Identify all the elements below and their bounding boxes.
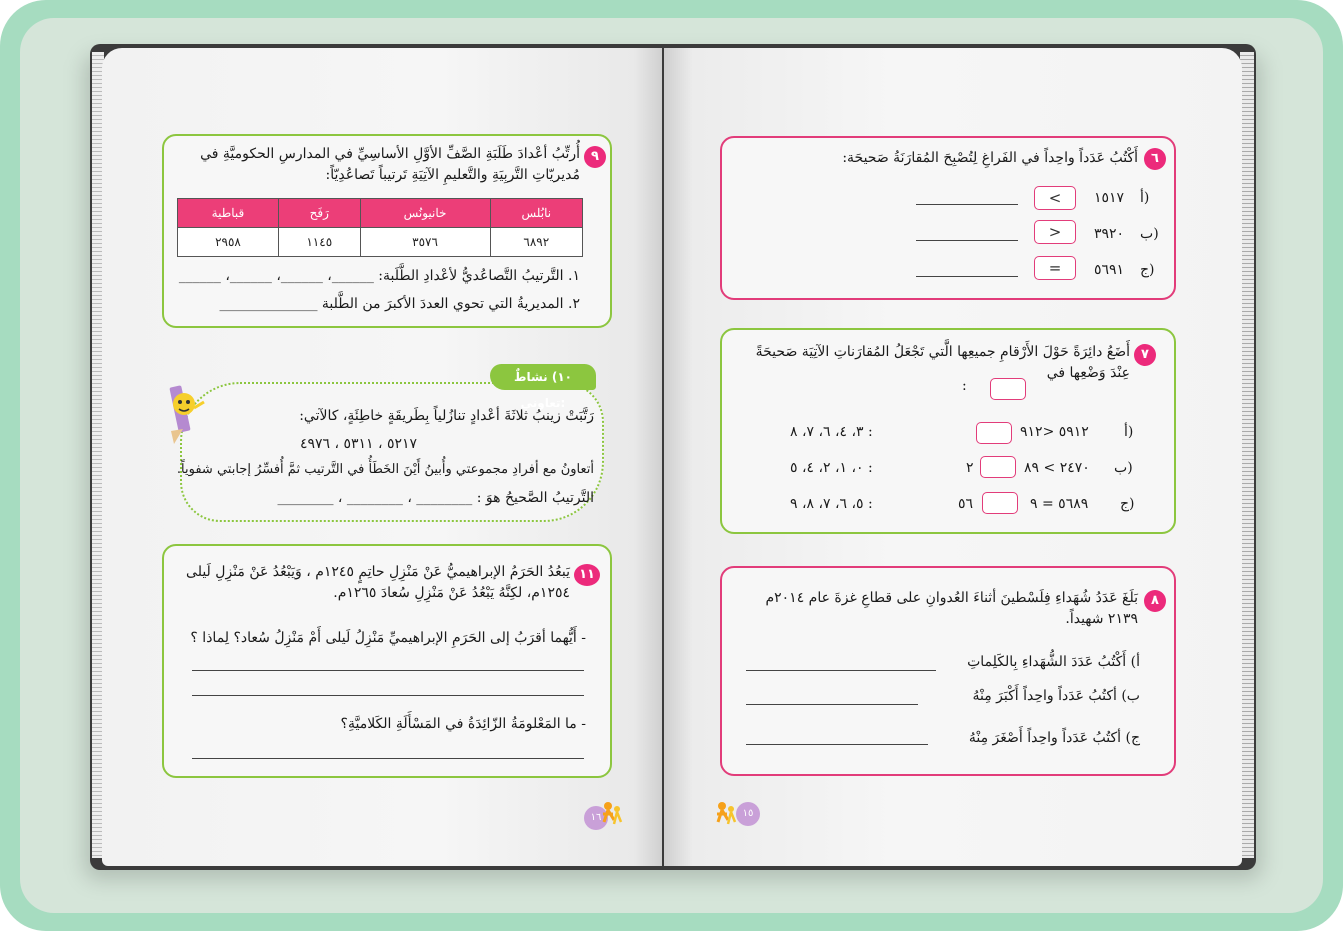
digit-choices[interactable]: ٣، ٤، ٦، ٧، ٨ : <box>790 424 873 440</box>
digit-choices[interactable]: ٠، ١، ٢، ٤، ٥ : <box>790 460 873 476</box>
answer-line[interactable] <box>192 670 584 671</box>
answer-line[interactable] <box>746 704 918 705</box>
question-number-9: ٩ <box>584 146 606 168</box>
placeholder-box <box>990 378 1026 400</box>
pencil-mascot-icon <box>160 382 212 454</box>
running-kids-icon <box>714 800 738 830</box>
question-9-item-1[interactable]: ١. التَّرتيبُ التَّصاعُديُّ لأعْدادِ الطَّلَبة: ______، ______، ______، ______ <box>178 268 580 284</box>
answer-line[interactable] <box>192 758 584 759</box>
activity-10-title: ١٠) نشاطٌ تعاوني: <box>490 364 596 390</box>
row-value: ٥٦٩١ <box>1094 262 1125 278</box>
question-8-c: ج) أكتُبُ عَدَداً واحِداً أَصْغَرَ مِنْهُ <box>968 730 1140 746</box>
table-header-cell: نابُلس <box>490 199 582 228</box>
question-number-8: ٨ <box>1144 590 1166 612</box>
table-value-cell: ٦٨٩٢ <box>490 228 582 257</box>
answer-blank[interactable] <box>916 276 1018 277</box>
digit-box[interactable] <box>980 456 1016 478</box>
activity-10-line-2: أتعاونُ مع أفرادِ مجموعتي وأُبينُ أَيْنَ الخَطَأُ في التَّرتيب ثمَّ أُفسِّرُ إجابتي شفوياً. <box>176 462 594 477</box>
question-number-11: ١١ <box>574 564 600 586</box>
answer-line[interactable] <box>746 744 928 745</box>
question-11-q1: - أَيُّهما أقرَبُ إلى الحَرَمِ الإبراهيميِّ مَنْزِلُ لَيلى أَمْ مَنْزِلُ سُعاد؟ لِماذا ؟ <box>190 630 586 646</box>
question-8-b: ب) أكتُبُ عَدَداً واحِداً أَكْبَرَ مِنْهُ <box>972 688 1140 704</box>
comparison-expression: ٥٦٨٩ = ٩ <box>1030 496 1089 512</box>
comparison-sign: > <box>1034 220 1076 244</box>
row-label: ب) <box>1114 460 1133 476</box>
answer-blank[interactable] <box>916 240 1018 241</box>
row-label: ج) <box>1140 262 1155 278</box>
question-number-6: ٦ <box>1144 148 1166 170</box>
table-value-cell: ٣٥٧٦ <box>360 228 490 257</box>
students-table <box>177 198 583 257</box>
answer-line[interactable] <box>746 670 936 671</box>
question-9-text: أُرتِّبُ أعْدادَ طَلَبَةِ الصَّفِّ الأوَّلِ الأساسِيِّ في المدارسِ الحكوميَّةِ في مُديريّاتِ التَّربِيَةِ والتَّعليمِ الآتِيَةِ تَرتيباً تَصاعُدِيّاً: <box>200 146 580 183</box>
question-11-q2: - ما المَعْلومَةُ الزّائِدَةُ في المَسْأَلَةِ الكَلاميَّةِ؟ <box>340 716 586 732</box>
table-header-cell: رَفَح <box>278 199 360 228</box>
digit-box[interactable] <box>976 422 1012 444</box>
table-value-cell: ٢٩٥٨ <box>178 228 279 257</box>
page-number-right: ١٥ <box>736 802 760 826</box>
comparison-sign: < <box>1034 186 1076 210</box>
activity-10-line-1: رَتَّبَتْ زينبُ ثلاثَةَ أعْدادٍ تنازُلياً بِطَريقَةٍ خاطِئَةٍ، كالآتي: <box>299 408 594 424</box>
right-page-edges <box>1240 52 1254 858</box>
row-value: ١٥١٧ <box>1094 190 1125 206</box>
comparison-expression: ٥٩١٢ <٩١٢ <box>1020 424 1089 440</box>
row-label: أ) <box>1140 190 1150 206</box>
table-header-cell: خانيونُس <box>360 199 490 228</box>
row-label: ب) <box>1140 226 1159 242</box>
running-kids-icon <box>600 800 624 830</box>
answer-line[interactable] <box>192 695 584 696</box>
question-7-colon: : <box>962 378 967 394</box>
row-label: أ) <box>1124 424 1134 440</box>
question-8-text: بَلَغَ عَدَدُ شُهَداءِ فِلَسْطينَ أثناءَ العُدوانِ على قطاعِ غزةَ عام ٢٠١٤م ٢١٣٩ شهيداً. <box>765 590 1138 627</box>
question-11-text: يَبعُدُ الحَرَمُ الإبراهيميُّ عَنْ مَنْزِلِ حاتِمٍ ١٢٤٥م ، وَيَبْعُدُ عَنْ مَنْزِلِ لَيلى ١٢٥٤م، لكِنَّهُ يَبْعُدُ عَنْ مَنْزِلِ سُعادَ ١٢٦٥م. <box>186 564 570 601</box>
comparison-left: ٢ <box>966 460 974 476</box>
question-7-text: أَضَعُ دائِرَةً حَوْلَ الأَرْقامِ جميعِها الَّتي تَجْعَلُ المُقارَناتِ الآتِيَة صَحيحَةً عِنْدَ وَضْعِها في <box>755 344 1130 381</box>
row-label: ج) <box>1120 496 1135 512</box>
question-6-text: أَكْتُبُ عَدَداً واحِداً في الفَراغِ لِتُصْبِحَ المُقارَنَةُ صَحيحَة: <box>842 150 1138 166</box>
question-number-7: ٧ <box>1134 344 1156 366</box>
question-8-a: أ) أَكْتُبُ عَدَدَ الشُّهَداءِ بِالكَلِماتِ <box>967 654 1140 670</box>
activity-10-numbers: ٥٢١٧ ، ٥٣١١ ، ٤٩٧٦ <box>300 436 418 452</box>
comparison-sign: = <box>1034 256 1076 280</box>
page-number-left: ١٦ <box>584 806 608 830</box>
comparison-left: ٥٦ <box>958 496 974 512</box>
table-value-cell: ١١٤٥ <box>278 228 360 257</box>
digit-box[interactable] <box>982 492 1018 514</box>
digit-choices[interactable]: ٥، ٦، ٧، ٨، ٩ : <box>790 496 873 512</box>
comparison-expression: ٢٤٧٠ > ٨٩ <box>1024 460 1090 476</box>
question-9-item-2[interactable]: ٢. المديريةُ التي تحوي العددَ الأكبرَ من الطَّلبة ______________ <box>219 296 580 312</box>
activity-10-line-3[interactable]: التَّرتيبُ الصَّحيحُ هوَ : ________ ، ________ ، ________ <box>277 490 594 506</box>
row-value: ٣٩٢٠ <box>1094 226 1125 242</box>
table-header-cell: قباطية <box>178 199 279 228</box>
answer-blank[interactable] <box>916 204 1018 205</box>
